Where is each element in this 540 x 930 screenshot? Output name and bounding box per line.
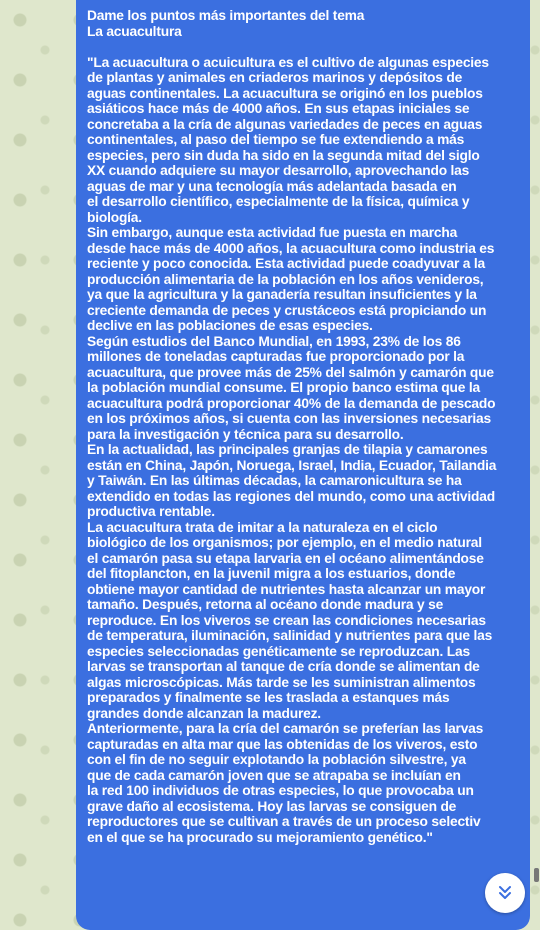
message-body-line: están en China, Japón, Noruega, Israel, India, Ecuador, Tailandia (87, 457, 497, 473)
message-body-line: para la investigación y técnica para su desarrollo. (87, 426, 404, 442)
message-body-line: especies seleccionadas genéticamente se reproduzcan. Las (87, 643, 470, 659)
message-body-line: continentales, al paso del tiempo se fue extendiendo a más (87, 132, 465, 147)
message-body-line: producción alimentaria de la población en los años venideros, (87, 271, 484, 287)
message-body-line: algas microscópicas. Más tarde se les suministran alimentos (87, 674, 476, 690)
message-body-line: la red 100 individuos de otras especies, lo que provocaba un (87, 783, 474, 798)
message-body-line: XX cuando adquiere su mayor desarrollo, aprovechando las (87, 163, 470, 178)
message-body (87, 55, 522, 846)
message-body-line: concretaba a la cría de algunas variedades de peces en aguas (87, 116, 483, 132)
message-body-line: extendido en todas las regiones del mundo, como una actividad (87, 488, 495, 504)
message-body-line: "La acuacultura o acuicultura es el cultivo de algunas especies (87, 54, 489, 70)
message-body-line: acuacultura podrá proporcionar 40% de la demanda de pescado (87, 395, 496, 411)
message-header-line: Dame los puntos más importantes del tema (87, 8, 365, 23)
message-body-line: grave daño al ecosistema. Hoy las larvas se consiguen de (87, 798, 457, 814)
message-header-line: La acuacultura (87, 23, 182, 39)
message-body-line: tamaño. Después, retorna al océano donde madura y se (87, 597, 444, 612)
message-body-line: del fitoplancton, en la juvenil migra a los estuarios, donde (87, 566, 456, 581)
message-body-line: y Taiwán. En las últimas décadas, la camaronicultura se ha (87, 473, 462, 488)
message-body-line: especies, pero sin duda ha sido en la segunda mitad del siglo (87, 147, 480, 163)
message-body-line: Anteriormente, para la cría del camarón se preferían las larvas (87, 721, 484, 736)
message-body-line: larvas se transportan al tanque de cría donde se alimentan de (87, 659, 480, 674)
message-body-line: biológico de los organismos; por ejemplo, en el medio natural (87, 535, 482, 550)
message-body-line: reproductores que se cultivan a través de un proceso selectiv (87, 814, 481, 829)
message-body-line: millones de toneladas capturadas fue proporcionado por la (87, 349, 465, 364)
message-body-line: biología. (87, 209, 142, 225)
scroll-to-bottom-button[interactable] (485, 873, 525, 913)
message-body-line: el desarrollo científico, especialmente de la física, química y (87, 194, 470, 209)
message-body-line: asiáticos hace más de 4000 años. En sus etapas iniciales se (87, 101, 470, 116)
message-body-line: que de cada camarón joven que se atrapaba se incluían en (87, 767, 461, 783)
message-body-line: con el fin de no seguir explotando la población silvestre, ya (87, 752, 466, 767)
message-spacer (87, 39, 522, 55)
message-body-line: En la actualidad, las principales granjas de tilapia y camarones (87, 442, 488, 457)
message-body-line: acuacultura, que provee más de 25% del salmón y camarón que (87, 364, 494, 380)
message-body-line: Sin embargo, aunque esta actividad fue puesta en marcha (87, 225, 458, 240)
message-body-line: aguas continentales. La acuacultura se originó en los pueblos (87, 85, 483, 101)
message-body-line: ya que la agricultura y la ganadería resultan insuficientes y la (87, 287, 477, 302)
message-body-line: de temperatura, iluminación, salinidad y nutrientes para que las (87, 628, 493, 643)
message-body-line: de plantas y animales en criaderos marinos y depósitos de (87, 70, 463, 85)
message-body-line: reciente y poco conocida. Esta actividad puede coadyuvar a la (87, 256, 486, 271)
message-body-line: Según estudios del Banco Mundial, en 1993, 23% de los 86 (87, 333, 461, 349)
message-body-line: declive en las poblaciones de esas especies. (87, 318, 373, 333)
message-bubble[interactable] (76, 0, 530, 930)
message-body-line: desde hace más de 4000 años, la acuacultura como industria es (87, 240, 495, 256)
message-body-line: productiva rentable. (87, 504, 215, 519)
message-body-line: grandes donde alcanzan la madurez. (87, 705, 321, 721)
message-body-line: la población mundial consume. El propio banco estima que la (87, 380, 480, 395)
message-body-line: en el que se ha procurado su mejoramiento genético." (87, 829, 433, 845)
message-body-line: reproduce. En los viveros se crean las condiciones necesarias (87, 612, 486, 628)
double-chevron-down-icon (496, 884, 514, 902)
message-body-line: aguas de mar y una tecnología más adelantada basada en (87, 178, 457, 194)
message-body-line: el camarón pasa su etapa larvaria en el océano alimentándose (87, 550, 484, 566)
message-body-line: capturadas en alta mar que las obtenidas de los viveros, esto (87, 736, 478, 752)
scrollbar-thumb[interactable] (534, 868, 539, 882)
message-body-line: en los próximos años, si cuenta con las inversiones necesarias (87, 411, 491, 426)
message-body-line: preparados y finalmente se les traslada a estanques más (87, 690, 450, 705)
message-body-line: creciente demanda de peces y crustáceos está propiciando un (87, 302, 487, 318)
message-body-line: obtiene mayor cantidad de nutrientes hasta alcanzar un mayor (87, 581, 486, 597)
message-body-line: La acuacultura trata de imitar a la naturaleza en el ciclo (87, 519, 438, 535)
